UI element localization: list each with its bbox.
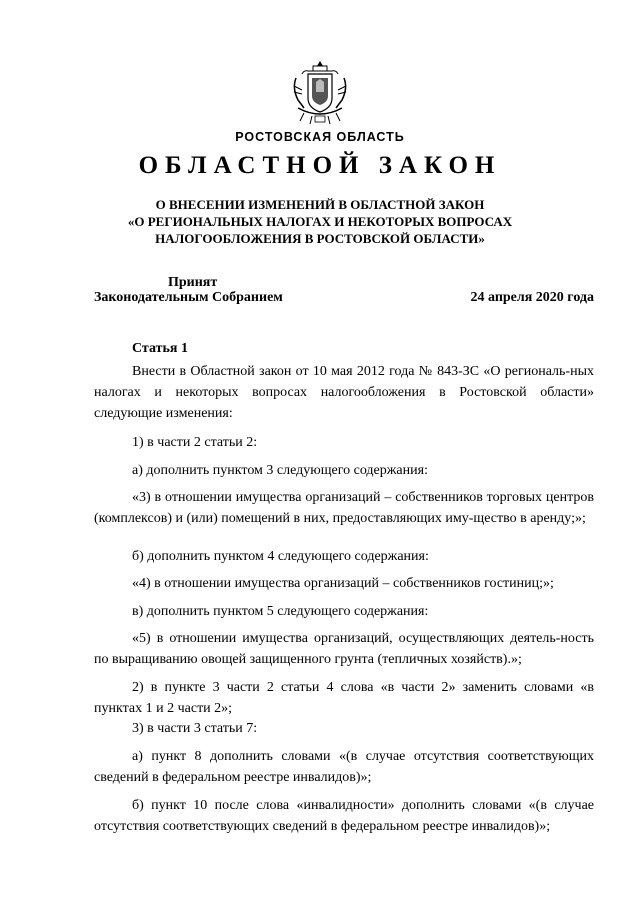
paragraph: Внести в Областной закон от 10 мая 2012 года № 843-ЗС «О региональ-ных налогах и некоторых вопросах налогообложения в Ростовской области» следующие изменения: [94, 364, 594, 421]
law-title-line: О ВНЕСЕНИИ ИЗМЕНЕНИЙ В ОБЛАСТНОЙ ЗАКОН [155, 197, 485, 212]
adopting-body: Законодательным Собранием [94, 290, 283, 305]
article-heading: Статья 1 [132, 341, 188, 356]
paragraph: «5) в отношении имущества организаций, осуществляющих деятель-ность по выращиванию овощей защищенного грунта (тепличных хозяйств).»; [94, 631, 594, 667]
adopted-label: Принят [168, 275, 218, 290]
paragraph: «3) в отношении имущества организаций – собственников торговых центров (комплексов) и (или) помещений в них, предоставляющих иму-щество в аренду;»; [94, 490, 594, 526]
paragraph: 3) в части 3 статьи 7: [132, 721, 258, 736]
adoption-date: 24 апреля 2020 года [470, 290, 594, 305]
paragraph: а) дополнить пунктом 3 следующего содержания: [132, 463, 428, 478]
paragraph: б) пункт 10 после слова «инвалидности» дополнить словами «(в случае отсутствия соответствующих сведений в федеральном реестре инвалидов)»; [94, 798, 594, 834]
law-title-line: «О РЕГИОНАЛЬНЫХ НАЛОГАХ И НЕКОТОРЫХ ВОПРОСАХ [127, 214, 513, 229]
coat-of-arms-icon [288, 58, 352, 126]
paragraph: 1) в части 2 статьи 2: [132, 435, 258, 450]
document-type: ОБЛАСТНОЙ ЗАКОН [138, 152, 502, 179]
paragraph: 2) в пункте 3 части 2 статьи 4 слова «в части 2» заменить словами «в пунктах 1 и 2 части 2»; [94, 680, 594, 716]
paragraph: б) дополнить пунктом 4 следующего содержания: [132, 549, 429, 564]
paragraph: а) пункт 8 дополнить словами «(в случае отсутствия соответствующих сведений в федеральном реестре инвалидов)»; [94, 749, 594, 785]
region-name: РОСТОВСКАЯ ОБЛАСТЬ [235, 130, 405, 144]
paragraph: «4) в отношении имущества организаций – собственников гостиниц;»; [132, 576, 554, 591]
paragraph: в) дополнить пунктом 5 следующего содержания: [132, 604, 429, 619]
law-title-line: НАЛОГООБЛОЖЕНИЯ В РОСТОВСКОЙ ОБЛАСТИ» [155, 231, 485, 246]
law-title [0, 196, 640, 247]
